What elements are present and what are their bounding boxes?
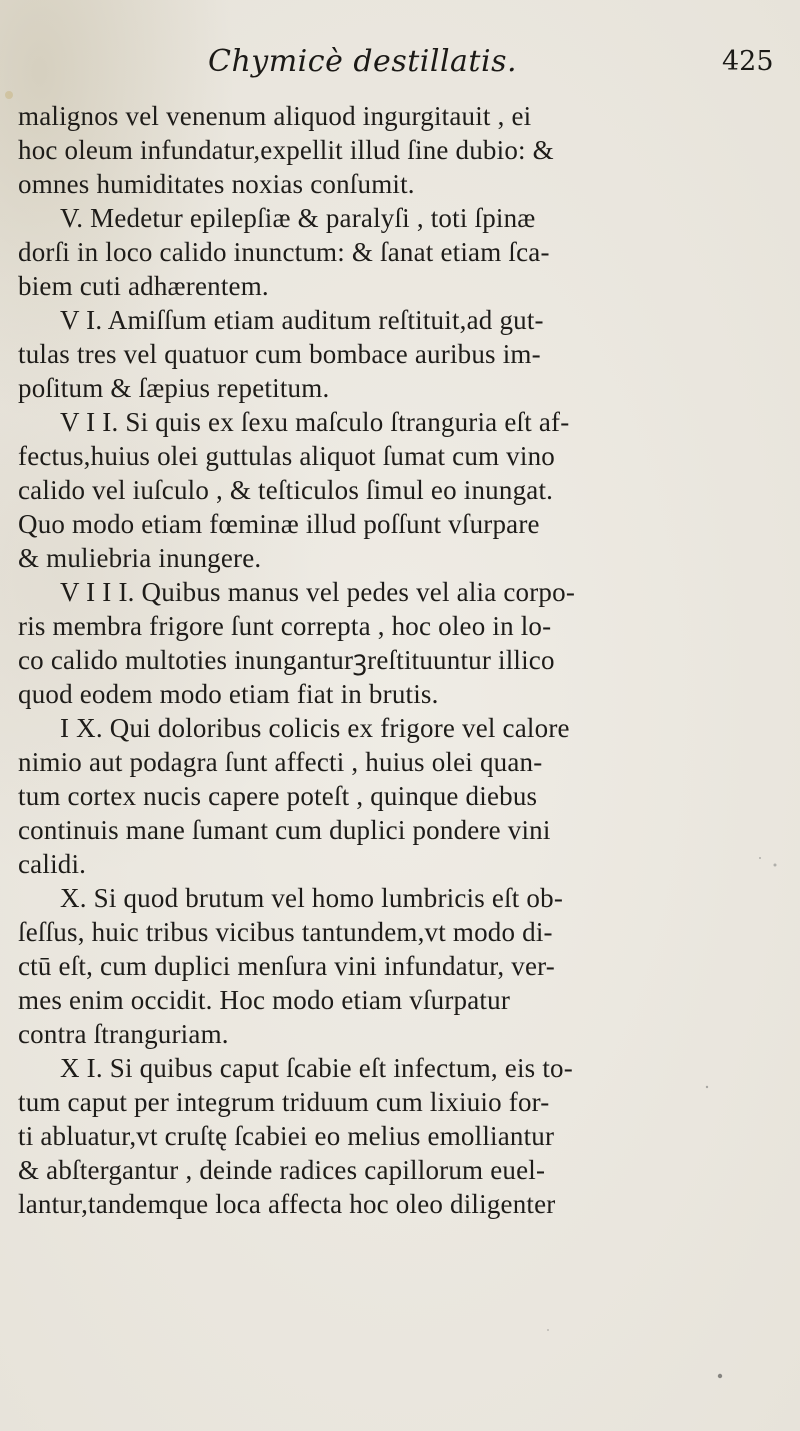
text-line: biem cuti adhærentem. — [18, 271, 269, 301]
text-line: malignos vel venenum aliquod ingurgitauit , ei — [18, 101, 532, 131]
text-line: I X. Qui doloribus colicis ex frigore vel calore — [60, 713, 570, 743]
text-line: V. Medetur epilepſiæ & paralyſi , toti ſpinæ — [60, 203, 536, 233]
page-number: 425 — [722, 46, 774, 77]
text-line: hoc oleum infundatur,expellit illud ſine dubio: & — [18, 135, 554, 165]
text-line: & muliebria inungere. — [18, 543, 262, 573]
text-line: tum cortex nucis capere poteſt , quinque diebus — [18, 781, 538, 811]
text-line: V I I I. Quibus manus vel pedes vel alia corpo- — [60, 577, 576, 607]
text-line: V I. Amiſſum etiam auditum reſtituit,ad gut- — [60, 305, 544, 335]
text-line: nimio aut podagra ſunt affecti , huius olei quan- — [18, 747, 543, 777]
text-line: ris membra frigore ſunt correpta , hoc oleo in lo- — [18, 611, 552, 641]
text-line: dorſi in loco calido inunctum: & ſanat etiam ſca- — [18, 237, 550, 267]
text-line: fectus,huius olei guttulas aliquot ſumat cum vino — [18, 441, 555, 471]
text-line: continuis mane ſumant cum duplici pondere vini — [18, 815, 551, 845]
text-line: mes enim occidit. Hoc modo etiam vſurpatur — [18, 985, 511, 1015]
text-line: Quo modo etiam fœminæ illud poſſunt vſurpare — [18, 509, 540, 539]
text-line: poſitum & ſæpius repetitum. — [18, 373, 330, 403]
text-line: tum caput per integrum triduum cum lixiuio for- — [18, 1087, 550, 1117]
text-line: & abſtergantur , deinde radices capillorum euel- — [18, 1155, 546, 1185]
text-line: X. Si quod brutum vel homo lumbricis eſt ob- — [60, 883, 564, 913]
text-line: V I I. Si quis ex ſexu maſculo ſtranguria eſt af- — [60, 407, 570, 437]
text-line: calidi. — [18, 849, 87, 879]
text-line: tulas tres vel quatuor cum bombace auribus im- — [18, 339, 541, 369]
text-line: contra ſtranguriam. — [18, 1019, 229, 1049]
running-title: Chymicè destillatis. — [208, 44, 518, 79]
text-line: ctū eſt, cum duplici menſura vini infundatur, ver- — [18, 951, 555, 981]
text-line: omnes humiditates noxias conſumit. — [18, 169, 415, 199]
text-line: quod eodem modo etiam fiat in brutis. — [18, 679, 439, 709]
text-line: co calido multoties inunganturꝫreſtituuntur illico — [18, 645, 555, 675]
text-line: X I. Si quibus caput ſcabie eſt infectum, eis to- — [60, 1053, 573, 1083]
text-line: ti abluatur,vt cruſtę ſcabiei eo melius emolliantur — [18, 1121, 555, 1151]
text-line: calido vel iuſculo , & teſticulos ſimul eo inungat. — [18, 475, 554, 505]
text-line: ſeſſus, huic tribus vicibus tantundem,vt modo di- — [18, 917, 553, 947]
text-line: lantur,tandemque loca affecta hoc oleo diligenter — [18, 1189, 556, 1219]
page-header — [0, 40, 800, 100]
